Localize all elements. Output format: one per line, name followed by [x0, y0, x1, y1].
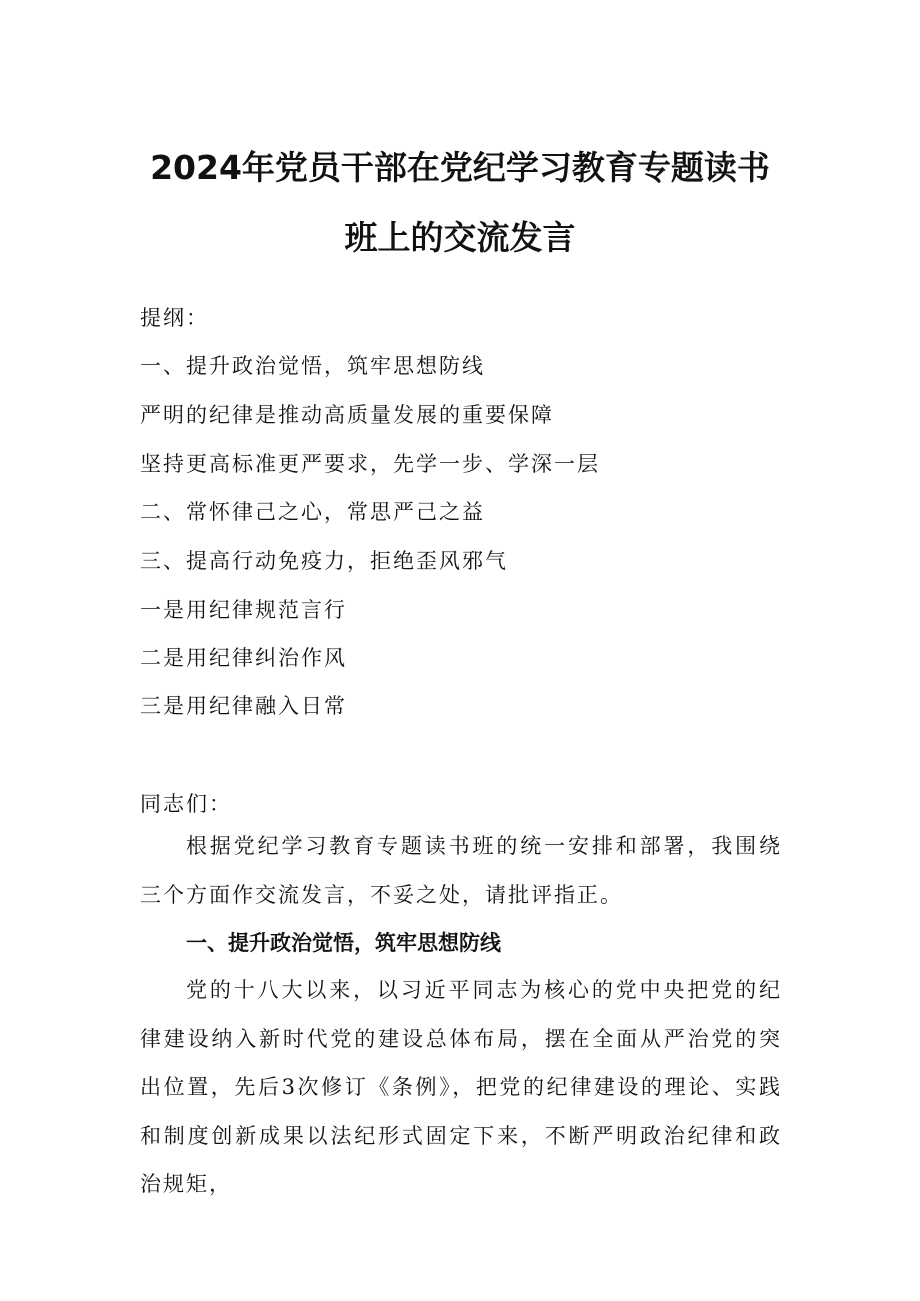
outline-item: 三是用纪律融入日常	[140, 694, 347, 718]
document-title-line-1: 2024年党员干部在党纪学习教育专题读书	[150, 148, 770, 187]
outline-item: 一、提升政治觉悟，筑牢思想防线	[140, 354, 485, 378]
outline-label: 提纲：	[140, 306, 209, 330]
document-title-line-2: 班上的交流发言	[344, 218, 576, 257]
outline-item: 坚持更高标准更严要求，先学一步、学深一层	[140, 452, 600, 476]
outline-item: 一是用纪律规范言行	[140, 598, 347, 622]
outline-item: 二、常怀律己之心，常思严己之益	[140, 500, 485, 524]
intro-paragraph: 根据党纪学习教育专题读书班的统一安排和部署，我围绕三个方面作交流发言，不妥之处，请批评指正。	[140, 834, 782, 907]
salutation: 同志们：	[140, 792, 232, 816]
outline-item: 严明的纪律是推动高质量发展的重要保障	[140, 403, 554, 427]
body-paragraph: 党的十八大以来，以习近平同志为核心的党中央把党的纪律建设纳入新时代党的建设总体布局，摆在全面从严治党的突出位置，先后3次修订《条例》，把党的纪律建设的理论、实践和制度创新成果以法纪形式固定下来，不断严明政治纪律和政治规矩，	[140, 978, 782, 1196]
section-heading: 一、提升政治觉悟，筑牢思想防线	[186, 931, 501, 955]
outline-item: 三、提高行动免疫力，拒绝歪风邪气	[140, 549, 508, 573]
outline-item: 二是用纪律纠治作风	[140, 646, 347, 670]
